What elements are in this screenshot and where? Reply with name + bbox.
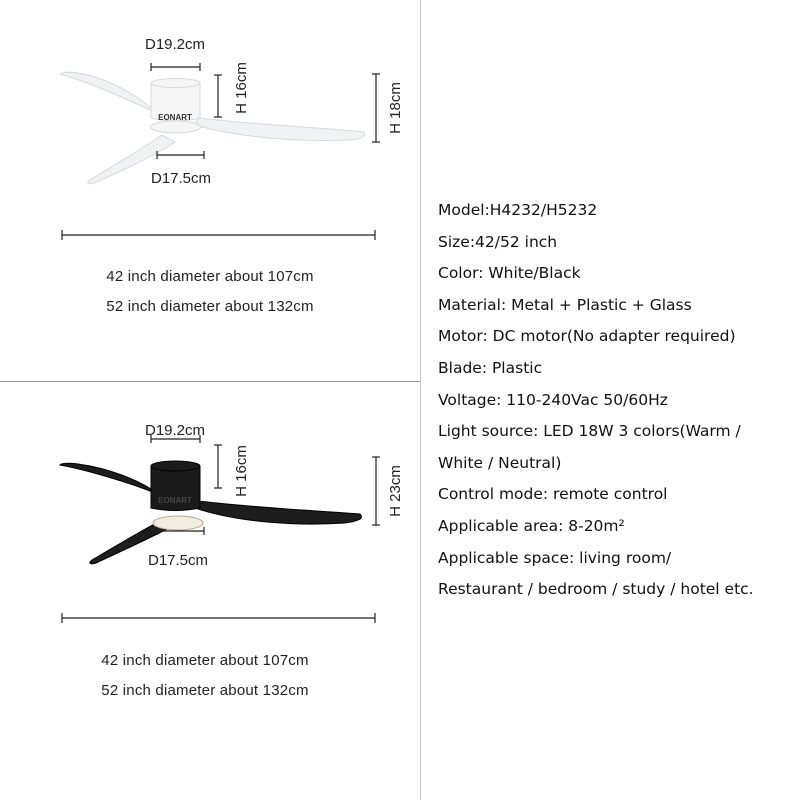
spec-applicable-space: Applicable space: living room/ bbox=[438, 548, 672, 567]
fan-blade-left bbox=[60, 72, 160, 116]
spec-list bbox=[438, 195, 793, 606]
fan-blade-right bbox=[195, 501, 361, 524]
light-width-label: D17.5cm bbox=[150, 170, 212, 187]
spec-light-source-cont: White / Neutral) bbox=[438, 453, 562, 472]
diameter-caption-42: 42 inch diameter about 107cm bbox=[106, 268, 314, 285]
total-height-label: H 23cm bbox=[387, 465, 404, 517]
vertical-divider bbox=[420, 0, 421, 800]
top-width-label: D19.2cm bbox=[144, 36, 206, 53]
fan-light-panel bbox=[151, 121, 201, 133]
spec-control-mode: Control mode: remote control bbox=[438, 485, 668, 504]
spec-size: Size:42/52 inch bbox=[438, 232, 558, 251]
diameter-caption-42: 42 inch diameter about 107cm bbox=[101, 652, 309, 669]
spec-voltage: Voltage: 110-240Vac 50/60Hz bbox=[438, 390, 668, 409]
spec-applicable-space-cont: Restaurant / bedroom / study / hotel etc. bbox=[438, 580, 754, 599]
top-width-label: D19.2cm bbox=[144, 422, 206, 439]
spec-blade: Blade: Plastic bbox=[438, 358, 543, 377]
fan-blade-right bbox=[195, 118, 365, 140]
product-panel-black bbox=[0, 383, 420, 763]
spec-motor: Motor: DC motor(No adapter required) bbox=[438, 327, 736, 346]
light-width-label: D17.5cm bbox=[147, 552, 209, 569]
horizontal-divider bbox=[0, 381, 420, 382]
brand-logo: EONART bbox=[158, 496, 192, 505]
brand-logo: EONART bbox=[158, 113, 192, 122]
spec-model: Model:H4232/H5232 bbox=[438, 201, 598, 219]
fan-light-panel bbox=[153, 516, 203, 530]
spec-color: Color: White/Black bbox=[438, 264, 581, 283]
fan-illustration-black bbox=[0, 383, 420, 763]
spec-applicable-area: Applicable area: 8-20m² bbox=[438, 516, 625, 535]
diameter-caption-52: 52 inch diameter about 132cm bbox=[106, 298, 314, 315]
product-panel-white bbox=[0, 0, 420, 380]
diameter-caption-52: 52 inch diameter about 132cm bbox=[101, 682, 309, 699]
fan-illustration-white bbox=[0, 0, 420, 380]
spec-light-source: Light source: LED 18W 3 colors(Warm / bbox=[438, 422, 741, 441]
body-height-label: H 16cm bbox=[233, 62, 250, 114]
fan-blade-left bbox=[60, 463, 160, 495]
body-height-label: H 16cm bbox=[233, 445, 250, 497]
spec-material: Material: Metal + Plastic + Glass bbox=[438, 295, 692, 314]
total-height-label: H 18cm bbox=[387, 82, 404, 134]
